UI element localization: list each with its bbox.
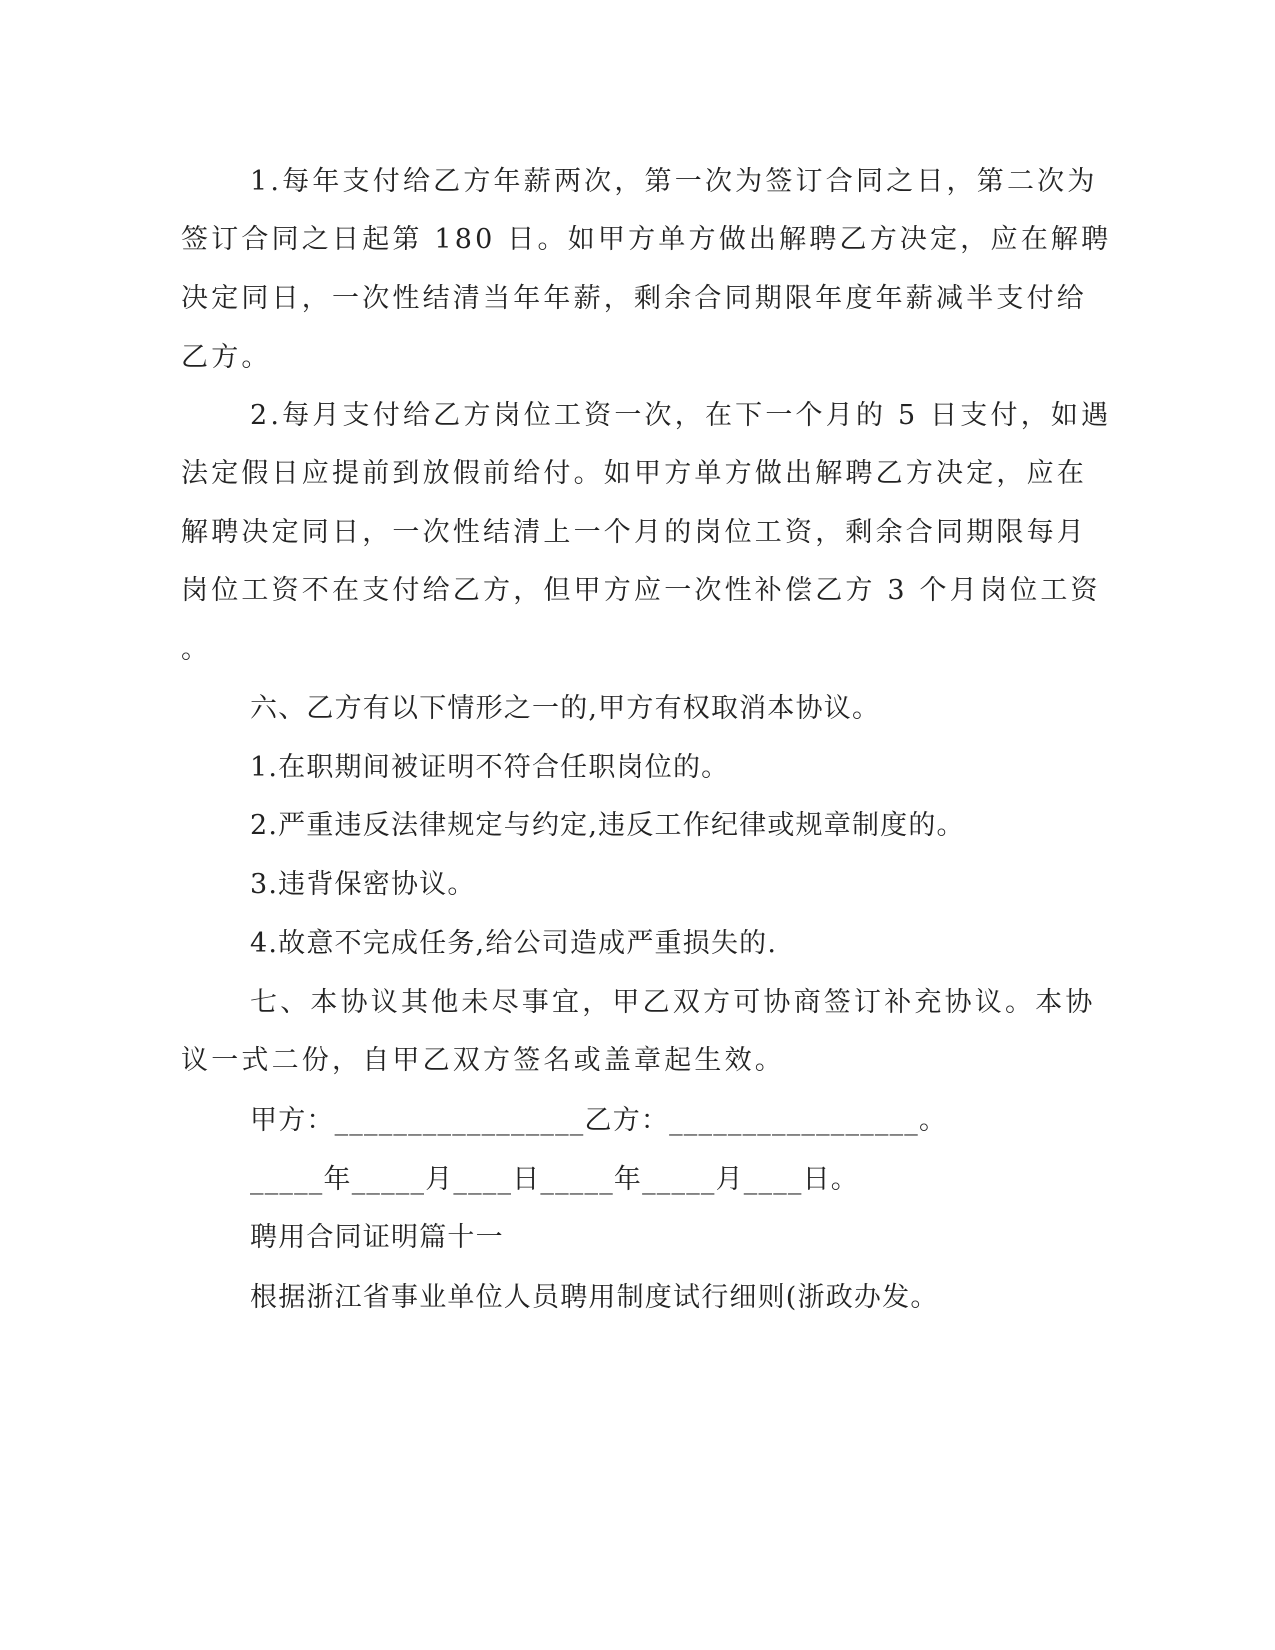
paragraph-annual-salary-line-2: 签订合同之日起第 180 日。如甲方单方做出解聘乙方决定，应在解聘 (181, 224, 1112, 255)
section-seven-line-2: 议一式二份，自甲乙双方签名或盖章起生效。 (181, 1045, 785, 1076)
article-intro-line: 根据浙江省事业单位人员聘用制度试行细则(浙政办发。 (250, 1282, 939, 1313)
paragraph-monthly-salary-line-5: 。 (181, 634, 212, 665)
section-six-item-1: 1.在职期间被证明不符合任职岗位的。 (250, 752, 730, 783)
paragraph-monthly-salary-line-3: 解聘决定同日，一次性结清上一个月的岗位工资，剩余合同期限每月 (181, 517, 1087, 548)
section-seven-line-1: 七、本协议其他未尽事宜，甲乙双方可协商签订补充协议。本协 (250, 987, 1096, 1018)
paragraph-annual-salary-line-4: 乙方。 (181, 342, 272, 373)
signature-line: 甲方：_________________乙方：_________________。 (250, 1105, 948, 1136)
section-six-item-2: 2.严重违反法律规定与约定,违反工作纪律或规章制度的。 (250, 810, 965, 841)
paragraph-monthly-salary-line-1: 2.每月支付给乙方岗位工资一次，在下一个月的 5 日支付，如遇 (250, 400, 1112, 431)
section-six-heading: 六、乙方有以下情形之一的,甲方有权取消本协议。 (250, 693, 881, 724)
paragraph-monthly-salary-line-2: 法定假日应提前到放假前给付。如甲方单方做出解聘乙方决定，应在 (181, 458, 1087, 489)
date-line: _____年_____月____日_____年_____月____日。 (250, 1164, 859, 1195)
paragraph-monthly-salary-line-4: 岗位工资不在支付给乙方，但甲方应一次性补偿乙方 3 个月岗位工资 (181, 575, 1101, 606)
article-title: 聘用合同证明篇十一 (250, 1222, 504, 1253)
section-six-item-4: 4.故意不完成任务,给公司造成严重损失的. (250, 928, 778, 959)
section-six-item-3: 3.违背保密协议。 (250, 869, 476, 900)
paragraph-annual-salary-line-1: 1.每年支付给乙方年薪两次，第一次为签订合同之日，第二次为 (250, 166, 1098, 197)
paragraph-annual-salary-line-3: 决定同日，一次性结清当年年薪，剩余合同期限年度年薪减半支付给 (181, 283, 1087, 314)
